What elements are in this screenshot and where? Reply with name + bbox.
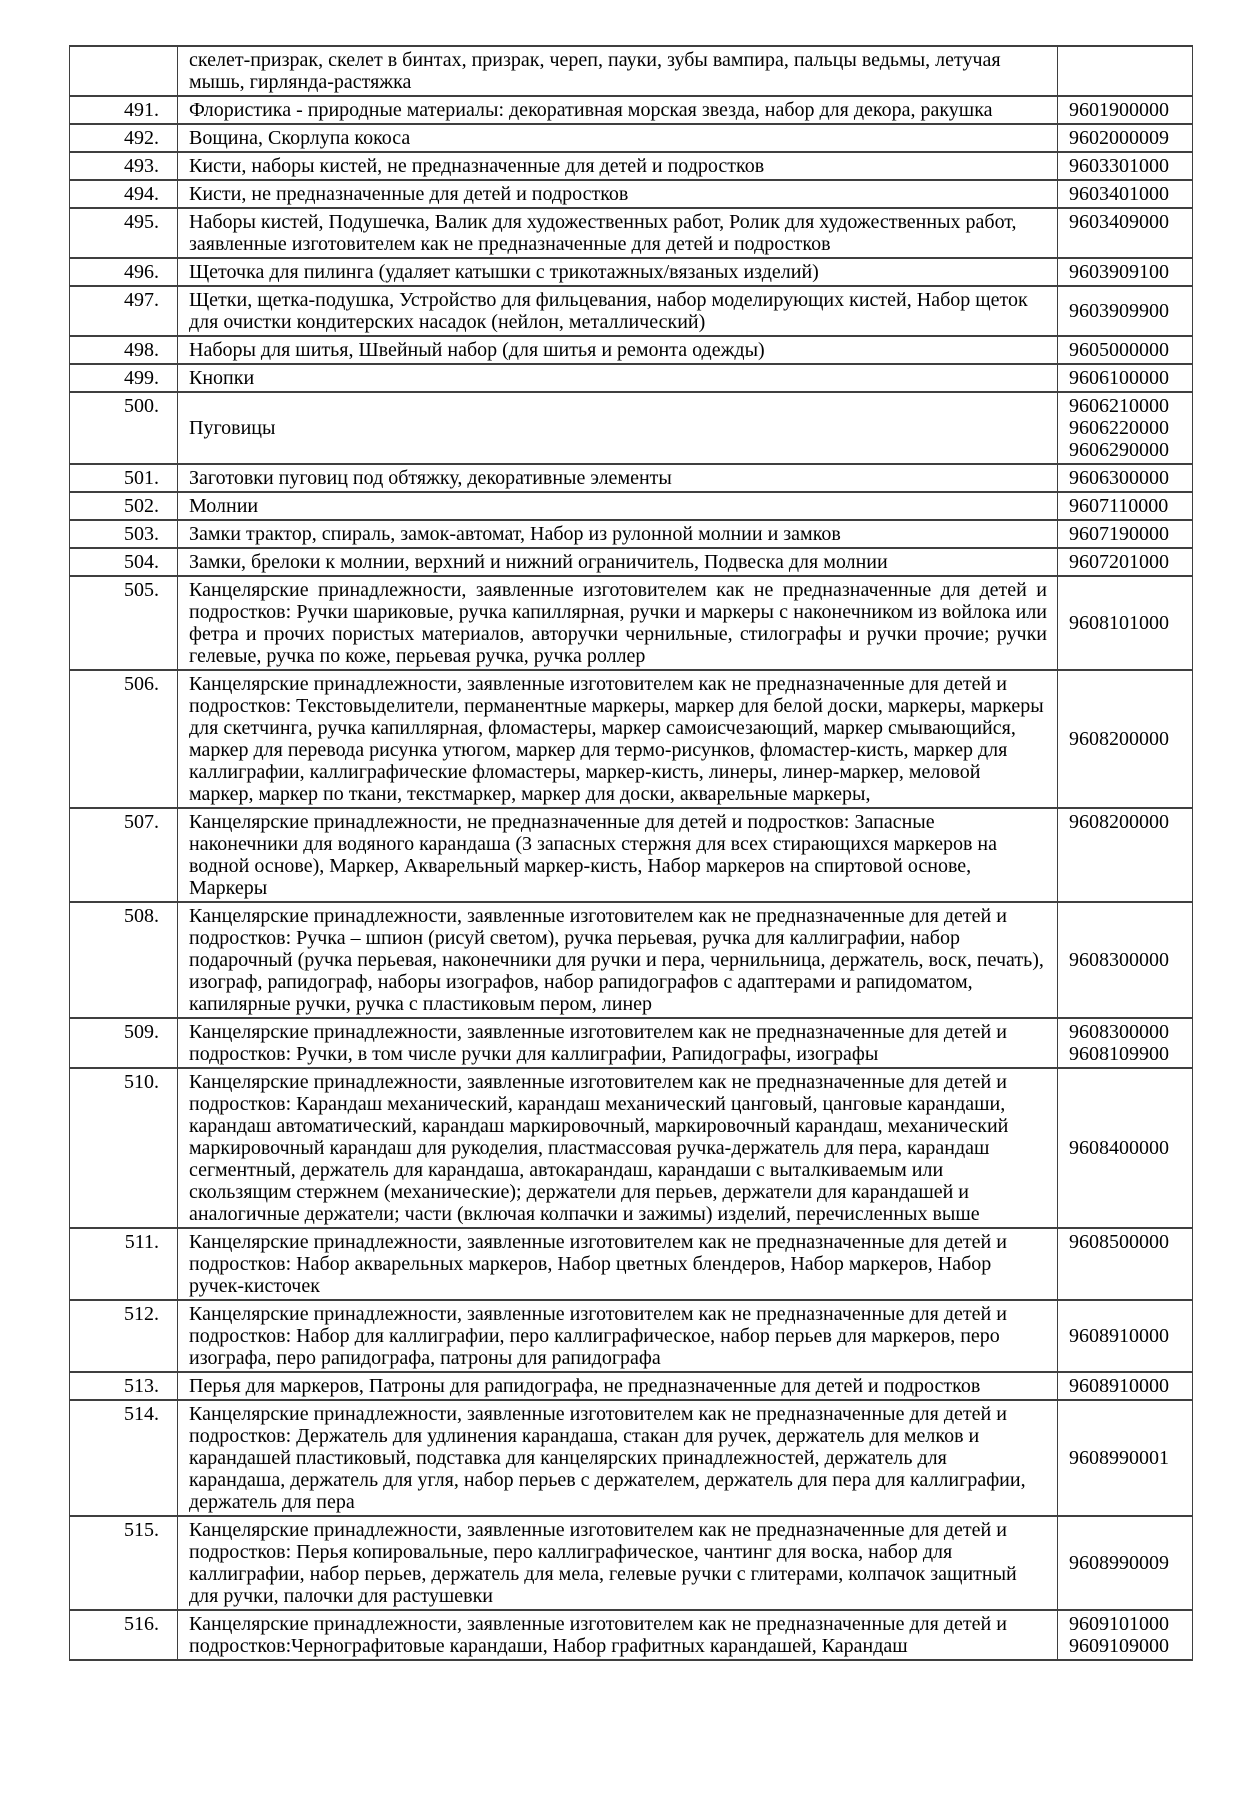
table-row (70, 96, 1193, 124)
code-cell (1058, 492, 1193, 520)
code-cell (1058, 1018, 1193, 1068)
row-number-cell: 503. (70, 520, 178, 548)
document-page (0, 45, 1241, 1801)
code-cell (1058, 1610, 1193, 1660)
code-cell (1058, 124, 1193, 152)
description-cell: Канцелярские принадлежности, заявленные изготовителем как не предназначенные для детей и подростков: Держатель для удлинения карандаша, стакан для ручек, держатель для мелков и карандашей пластиковый, подставка для канцелярских принадлежностей, держатель для карандаша, держатель для угля, набор перьев с держателем, держатель для пера для каллиграфии, держатель для пера (178, 1400, 1058, 1516)
code-cell (1058, 464, 1193, 492)
table-row (70, 286, 1193, 336)
hs-code: 9608300000 (1069, 1021, 1169, 1043)
hs-code: 9608300000 (1069, 949, 1169, 971)
description-cell: Перья для маркеров, Патроны для рапидографа, не предназначенные для детей и подростков (178, 1372, 1058, 1400)
hs-code: 9603401000 (1069, 183, 1169, 205)
row-number-cell: 496. (70, 258, 178, 286)
description-cell: Щеточка для пилинга (удаляет катышки с трикотажных/вязаных изделий) (178, 258, 1058, 286)
row-number-cell: 516. (70, 1610, 178, 1660)
row-number-cell: 506. (70, 670, 178, 808)
description-cell: Канцелярские принадлежности, заявленные изготовителем как не предназначенные для детей и подростков: Карандаш механический, карандаш механический цанговый, цанговые карандаши, карандаш автоматический, карандаш маркировочный, маркировочный карандаш, механический маркировочный карандаш для рукоделия, пластмассовая ручка-держатель для пера, карандаш сегментный, держатель для карандаша, автокарандаш, карандаши с выталкиваемым или скользящим стержнем (механические); держатели для перьев, держатели для карандашей и аналогичные держатели; части (включая колпачки и зажимы) изделий, перечисленных выше (178, 1068, 1058, 1228)
code-cell (1058, 670, 1193, 808)
description-cell: Замки трактор, спираль, замок-автомат, Набор из рулонной молнии и замков (178, 520, 1058, 548)
table-row (70, 576, 1193, 670)
code-cell (1058, 520, 1193, 548)
hs-code: 9607190000 (1069, 523, 1169, 545)
row-number-cell: 507. (70, 808, 178, 902)
description-cell: Канцелярские принадлежности, заявленные изготовителем как не предназначенные для детей и подростков: Ручка – шпион (рисуй светом), ручка перьевая, ручка для каллиграфии, набор подарочный (ручка перьевая, наконечники для ручки и пера, чернильница, держатель, воск, печать), изограф, рапидограф, наборы изографов, набор рапидографов с адаптерами и рапидоматом, капилярные ручки, ручка с пластиковым пером, линер (178, 902, 1058, 1018)
hs-code: 9606210000 (1069, 395, 1169, 417)
description-cell: скелет-призрак, скелет в бинтах, призрак, череп, пауки, зубы вампира, пальцы ведьмы, летучая мышь, гирлянда-растяжка (178, 46, 1058, 96)
hs-code: 9608200000 (1069, 728, 1169, 750)
row-number-cell: 511. (70, 1228, 178, 1300)
description-cell: Замки, брелоки к молнии, верхний и нижний ограничитель, Подвеска для молнии (178, 548, 1058, 576)
description-cell: Канцелярские принадлежности, не предназначенные для детей и подростков: Запасные наконечники для водяного карандаша (3 запасных стержня для всех стирающихся маркеров на водной основе), Маркер, Акварельный маркер-кисть, Набор маркеров на спиртовой основе, Маркеры (178, 808, 1058, 902)
row-number-cell: 512. (70, 1300, 178, 1372)
code-cell (1058, 1228, 1193, 1300)
table-row (70, 548, 1193, 576)
code-cell (1058, 392, 1193, 464)
row-number-cell: 515. (70, 1516, 178, 1610)
table-row (70, 1372, 1193, 1400)
code-cell (1058, 208, 1193, 258)
description-cell: Наборы для шитья, Швейный набор (для шитья и ремонта одежды) (178, 336, 1058, 364)
hs-code: 9603909100 (1069, 261, 1169, 283)
hs-code: 9606100000 (1069, 367, 1169, 389)
description-cell: Пуговицы (178, 392, 1058, 464)
hs-code: 9603409000 (1069, 211, 1169, 233)
hs-code: 9607201000 (1069, 551, 1169, 573)
code-cell (1058, 1300, 1193, 1372)
row-number-cell: 491. (70, 96, 178, 124)
hs-code: 9608101000 (1069, 612, 1169, 634)
hs-code: 9608990001 (1069, 1447, 1169, 1469)
table-row (70, 492, 1193, 520)
hs-code: 9601900000 (1069, 99, 1169, 121)
description-cell: Канцелярские принадлежности, заявленные изготовителем как не предназначенные для детей и подростков:Чернографитовые карандаши, Набор графитных карандашей, Карандаш (178, 1610, 1058, 1660)
row-number-cell: 510. (70, 1068, 178, 1228)
code-cell (1058, 548, 1193, 576)
table-row (70, 1610, 1193, 1660)
description-cell: Наборы кистей, Подушечка, Валик для художественных работ, Ролик для художественных работ, заявленные изготовителем как не предназначенные для детей и подростков (178, 208, 1058, 258)
code-cell (1058, 576, 1193, 670)
code-cell (1058, 1068, 1193, 1228)
table-body (70, 46, 1193, 1660)
description-cell: Кисти, наборы кистей, не предназначенные для детей и подростков (178, 152, 1058, 180)
description-cell: Канцелярские принадлежности, заявленные изготовителем как не предназначенные для детей и подростков: Текстовыделители, перманентные маркеры, маркер для белой доски, маркеры, маркеры для скетчинга, ручка капиллярная, фломастеры, маркер самоисчезающий, маркер смывающийся, маркер для перевода рисунка утюгом, маркер для термо-рисунков, фломастер-кисть, маркер для каллиграфии, каллиграфические фломастеры, маркер-кисть, линеры, линер-маркер, меловой маркер, маркер по ткани, текстмаркер, маркер для доски, акварельные маркеры, (178, 670, 1058, 808)
table-row (70, 1068, 1193, 1228)
table-row (70, 1516, 1193, 1610)
code-cell (1058, 808, 1193, 902)
hs-code: 9608990009 (1069, 1552, 1169, 1574)
row-number-cell: 495. (70, 208, 178, 258)
description-cell: Кисти, не предназначенные для детей и подростков (178, 180, 1058, 208)
row-number-cell: 498. (70, 336, 178, 364)
hs-code: 9606220000 (1069, 417, 1169, 439)
row-number-cell: 494. (70, 180, 178, 208)
table-row (70, 1228, 1193, 1300)
code-cell (1058, 364, 1193, 392)
table-row (70, 152, 1193, 180)
code-cell (1058, 1400, 1193, 1516)
code-cell (1058, 258, 1193, 286)
description-cell: Флористика - природные материалы: декоративная морская звезда, набор для декора, ракушка (178, 96, 1058, 124)
hs-code: 9608910000 (1069, 1325, 1169, 1347)
table-row (70, 670, 1193, 808)
hs-code: 9609101000 (1069, 1613, 1169, 1635)
hs-code: 9605000000 (1069, 339, 1169, 361)
hs-code: 9608200000 (1069, 811, 1169, 833)
table-row (70, 1400, 1193, 1516)
table-row (70, 520, 1193, 548)
row-number-cell: 509. (70, 1018, 178, 1068)
code-cell (1058, 336, 1193, 364)
hs-code: 9607110000 (1069, 495, 1169, 517)
row-number-cell: 493. (70, 152, 178, 180)
row-number-cell (70, 46, 178, 96)
row-number-cell: 500. (70, 392, 178, 464)
row-number-cell: 508. (70, 902, 178, 1018)
description-cell: Канцелярские принадлежности, заявленные изготовителем как не предназначенные для детей и подростков: Ручки, в том числе ручки для каллиграфии, Рапидографы, изографы (178, 1018, 1058, 1068)
description-cell: Молнии (178, 492, 1058, 520)
row-number-cell: 501. (70, 464, 178, 492)
description-cell: Кнопки (178, 364, 1058, 392)
table-row (70, 392, 1193, 464)
hs-code: 9608109900 (1069, 1043, 1169, 1065)
hs-code: 9609109000 (1069, 1635, 1169, 1657)
description-cell: Заготовки пуговиц под обтяжку, декоративные элементы (178, 464, 1058, 492)
hs-code: 9606300000 (1069, 467, 1169, 489)
row-number-cell: 502. (70, 492, 178, 520)
code-cell (1058, 152, 1193, 180)
description-cell: Канцелярские принадлежности, заявленные изготовителем как не предназначенные для детей и подростков: Ручки шариковые, ручка капиллярная, ручки и маркеры с наконечником из войлока или фетра и прочих пористых материалов, авторучки чернильные, стилографы и ручки прочие; ручки гелевые, ручка по коже, перьевая ручка, ручка роллер (178, 576, 1058, 670)
code-cell (1058, 180, 1193, 208)
hs-code: 9603301000 (1069, 155, 1169, 177)
description-cell: Щетки, щетка-подушка, Устройство для фильцевания, набор моделирующих кистей, Набор щеток для очистки кондитерских насадок (нейлон, металлический) (178, 286, 1058, 336)
code-cell (1058, 1372, 1193, 1400)
row-number-cell: 514. (70, 1400, 178, 1516)
hs-code: 9608500000 (1069, 1231, 1169, 1253)
table-row (70, 808, 1193, 902)
hs-code: 9606290000 (1069, 439, 1169, 461)
table-row (70, 902, 1193, 1018)
row-number-cell: 505. (70, 576, 178, 670)
table-row (70, 1018, 1193, 1068)
product-codes-table (69, 45, 1193, 1661)
description-cell: Канцелярские принадлежности, заявленные изготовителем как не предназначенные для детей и подростков: Перья копировальные, перо каллиграфическое, чантинг для воска, набор для каллиграфии, набор перьев, держатель для мела, гелевые ручки с глитерами, колпачок защитный для ручки, палочки для растушевки (178, 1516, 1058, 1610)
hs-code: 9608400000 (1069, 1137, 1169, 1159)
table-row (70, 124, 1193, 152)
table-row (70, 1300, 1193, 1372)
hs-code: 9608910000 (1069, 1375, 1169, 1397)
row-number-cell: 497. (70, 286, 178, 336)
table-row (70, 364, 1193, 392)
row-number-cell: 513. (70, 1372, 178, 1400)
table-row (70, 336, 1193, 364)
code-cell (1058, 286, 1193, 336)
code-cell (1058, 46, 1193, 96)
table-row (70, 464, 1193, 492)
row-number-cell: 499. (70, 364, 178, 392)
description-cell: Канцелярские принадлежности, заявленные изготовителем как не предназначенные для детей и подростков: Набор для каллиграфии, перо каллиграфическое, набор перьев для маркеров, перо изографа, перо рапидографа, патроны для рапидографа (178, 1300, 1058, 1372)
code-cell (1058, 96, 1193, 124)
hs-code: 9603909900 (1069, 300, 1169, 322)
table-row (70, 258, 1193, 286)
code-cell (1058, 1516, 1193, 1610)
description-cell: Канцелярские принадлежности, заявленные изготовителем как не предназначенные для детей и подростков: Набор акварельных маркеров, Набор цветных блендеров, Набор маркеров, Набор ручек-кисточек (178, 1228, 1058, 1300)
description-cell: Вощина, Скорлупа кокоса (178, 124, 1058, 152)
code-cell (1058, 902, 1193, 1018)
row-number-cell: 504. (70, 548, 178, 576)
table-row (70, 46, 1193, 96)
row-number-cell: 492. (70, 124, 178, 152)
table-row (70, 208, 1193, 258)
hs-code: 9602000009 (1069, 127, 1169, 149)
table-row (70, 180, 1193, 208)
